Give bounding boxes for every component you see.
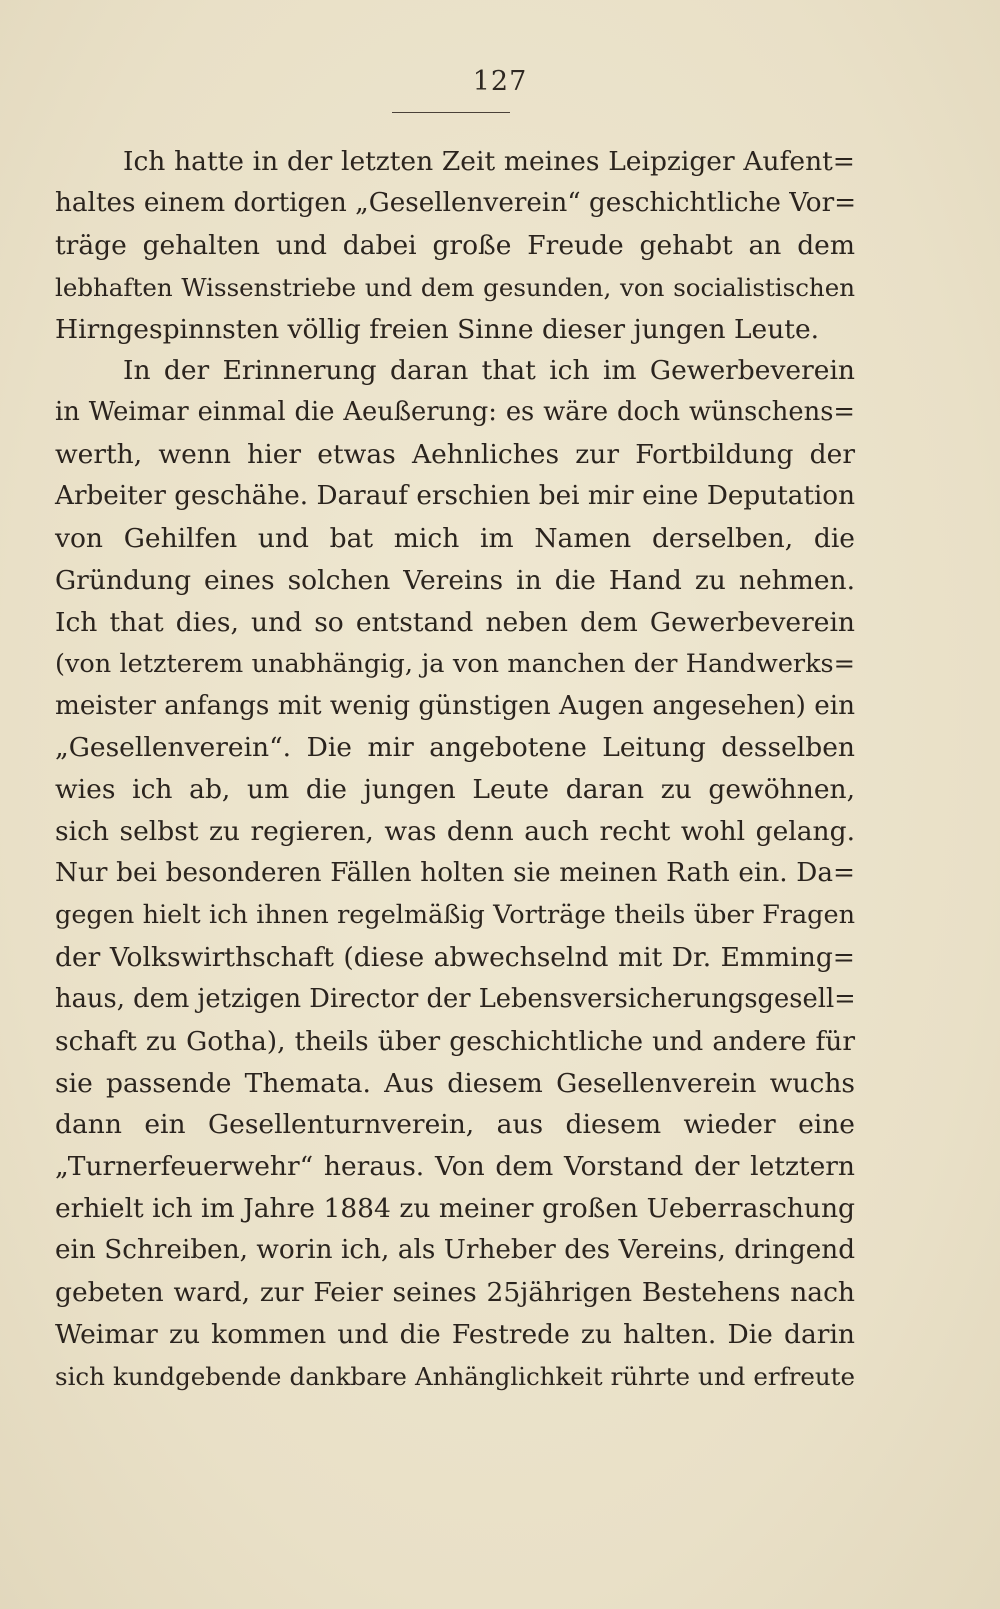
text-line: gegen hielt ich ihnen regelmäßig Vorträge theils über Fragen xyxy=(55,900,855,931)
text-line: lebhaften Wissenstriebe und dem gesunden, von socialistischen xyxy=(55,272,855,302)
text-line: sich selbst zu regieren, was denn auch recht wohl gelang. xyxy=(55,816,855,848)
text-line: meister anfangs mit wenig günstigen Augen angesehen) ein xyxy=(55,690,856,721)
body-text xyxy=(55,141,855,1398)
page-number: 127 xyxy=(472,66,528,97)
text-line: Weimar zu kommen und die Festrede zu halten. Die darin xyxy=(55,1318,855,1350)
header-rule xyxy=(392,112,510,113)
text-line: Ich hatte in der letzten Zeit meines Leipziger Aufent= xyxy=(123,146,855,177)
text-line: werth, wenn hier etwas Aehnliches zur Fortbildung der xyxy=(55,439,855,471)
text-line: sich kundgebende dankbare Anhänglichkeit rührte und erfreute xyxy=(55,1361,855,1391)
text-line: sie passende Themata. Aus diesem Gesellenverein wuchs xyxy=(55,1067,855,1099)
text-line: schaft zu Gotha), theils über geschichtliche und andere für xyxy=(55,1025,855,1057)
text-line: Nur bei besonderen Fällen holten sie meinen Rath ein. Da= xyxy=(55,858,855,889)
text-line: träge gehalten und dabei große Freude gehabt an dem xyxy=(55,229,855,261)
text-line: In der Erinnerung daran that ich im Gewerbeverein xyxy=(123,355,855,387)
text-line: Arbeiter geschähe. Darauf erschien bei mir eine Deputation xyxy=(55,481,855,512)
text-line: Hirngespinnsten völlig freien Sinne dieser jungen Leute. xyxy=(55,313,820,345)
text-line: ein Schreiben, worin ich, als Urheber des Vereins, dringend xyxy=(55,1235,855,1266)
text-line: haltes einem dortigen „Gesellenverein“ geschichtliche Vor= xyxy=(55,187,857,218)
text-line: dann ein Gesellenturnverein, aus diesem wieder eine xyxy=(55,1109,855,1141)
text-line: gebeten ward, zur Feier seines 25jährigen Bestehens nach xyxy=(55,1277,855,1309)
text-line: erhielt ich im Jahre 1884 zu meiner großen Ueberraschung xyxy=(55,1193,855,1225)
text-line: Ich that dies, und so entstand neben dem Gewerbeverein xyxy=(55,606,855,638)
text-line: der Volkswirthschaft (diese abwechselnd mit Dr. Emming= xyxy=(55,941,855,973)
text-line: haus, dem jetzigen Director der Lebensversicherungsgesell= xyxy=(55,983,856,1014)
text-line: (von letzterem unabhängig, ja von manchen der Handwerks= xyxy=(55,648,855,679)
page-header xyxy=(0,66,1000,97)
text-line: „Gesellenverein“. Die mir angebotene Leitung desselben xyxy=(55,732,855,764)
text-line: von Gehilfen und bat mich im Namen derselben, die xyxy=(55,523,855,555)
text-line: „Turnerfeuerwehr“ heraus. Von dem Vorstand der letztern xyxy=(55,1151,855,1183)
text-line: wies ich ab, um die jungen Leute daran zu gewöhnen, xyxy=(55,774,855,806)
text-line: in Weimar einmal die Aeußerung: es wäre doch wünschens= xyxy=(55,397,855,428)
text-line: Gründung eines solchen Vereins in die Hand zu nehmen. xyxy=(55,564,855,596)
